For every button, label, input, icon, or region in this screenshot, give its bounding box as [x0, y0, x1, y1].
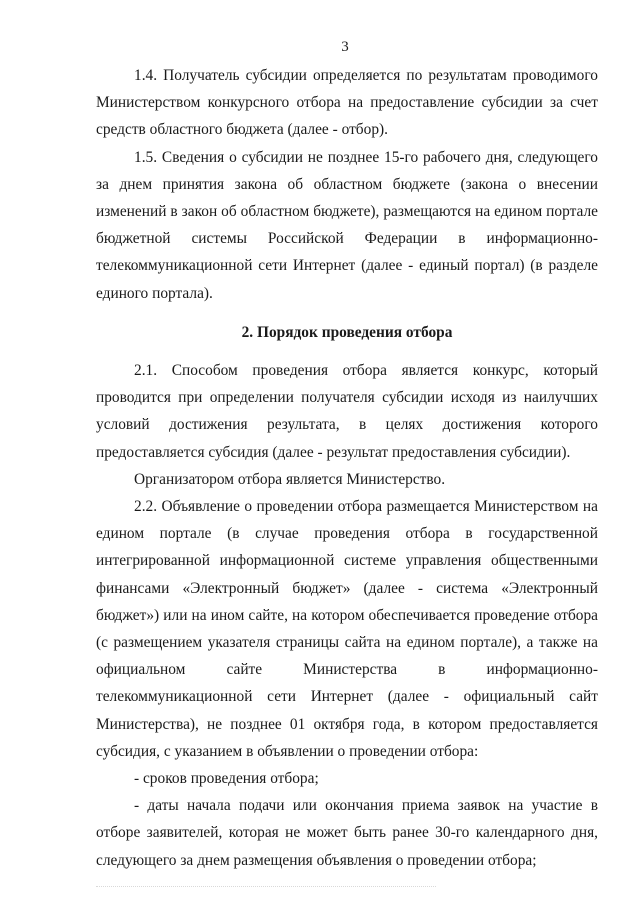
list-item-terms: - сроков проведения отбора;	[134, 770, 319, 788]
paragraph-1-4: 1.4. Получатель субсидии определяется по результатам проводимого Министерством конкурсного отбора на предоставление субсидии за счет средств областного бюджета (далее - отбор).	[96, 67, 598, 139]
section-heading: 2. Порядок проведения отбора	[241, 323, 453, 341]
paragraph-2-1: 2.1. Способом проведения отбора является конкурс, который проводится при определении получателя субсидии исходя из наилучших условий достижения результата, в целях достижения которого предоставляется субсидия (далее - результат предоставления субсидии).	[96, 362, 598, 461]
list-item-dates: - даты начала подачи или окончания приема заявок на участие в отборе заявителей, которая не может быть ранее 30-го календарного дня, следующего за днем размещения объявления о проведении отбора;	[96, 797, 598, 869]
document-body	[96, 62, 598, 874]
paragraph-organizer: Организатором отбора является Министерство.	[134, 470, 446, 488]
page-number: 3	[341, 39, 349, 55]
scan-artifact-line	[96, 886, 436, 889]
paragraph-1-5: 1.5. Сведения о субсидии не позднее 15-го рабочего дня, следующего за днем принятия закона об областном бюджете (закона о внесении изменений в закон об областном бюджете), размещаются на едином портале бюджетной системы Российской Федерации в информационно-телекоммуникационной сети Интернет (далее - единый портал) (в разделе единого портала).	[96, 148, 598, 302]
paragraph-2-2: 2.2. Объявление о проведении отбора размещается Министерством на едином портале (в случае проведения отбора в государственной интегрированной информационной системе управления общественными финансами «Электронный бюджет» (далее - система «Электронный бюджет») или на ином сайте, на котором обеспечивается проведение отбора (с размещением указателя страницы сайта на едином портале), а также на официальном сайте Министерства в информационно-телекоммуникационной сети Интернет (далее - официальный сайт Министерства), не позднее 01 октября года, в котором предоставляется субсидия, с указанием в объявлении о проведении отбора:	[96, 498, 598, 760]
